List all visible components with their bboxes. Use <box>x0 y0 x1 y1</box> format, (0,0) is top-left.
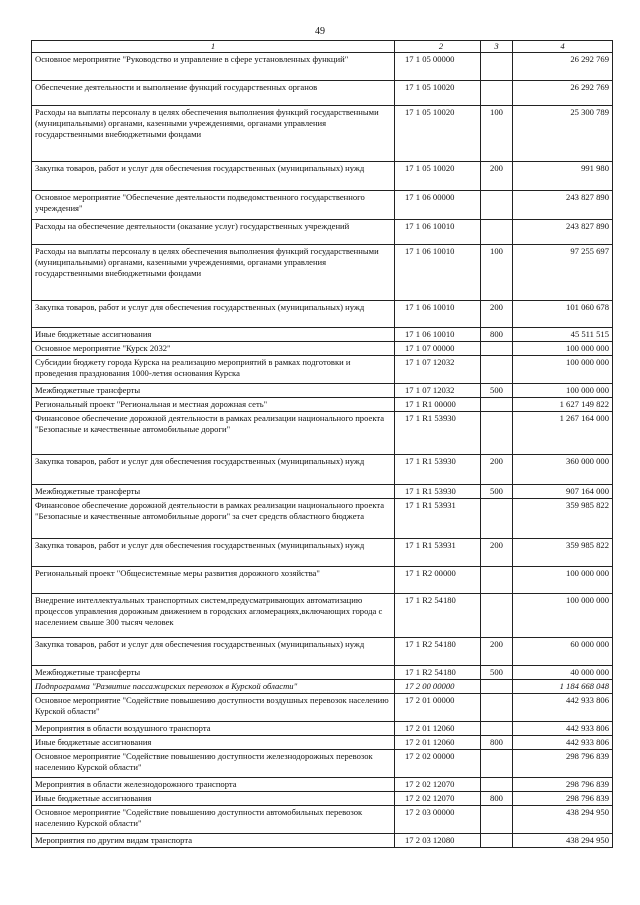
row-expense-type-cell <box>481 750 513 778</box>
row-expense-type-cell: 200 <box>481 638 513 666</box>
table-row <box>32 666 613 680</box>
table-row <box>32 398 613 412</box>
row-name-cell: Региональный проект "Общесистемные меры развития дорожного хозяйства" <box>32 567 395 594</box>
row-expense-type-cell <box>481 694 513 722</box>
row-name-cell: Внедрение интеллектуальных транспортных систем,предусматривающих автоматизацию процессов управления дорожным движением в городских агломерациях,включающих города с населением свыше 300 тысяч человек <box>32 594 395 638</box>
row-code-cell: 17 2 00 00000 <box>395 680 481 694</box>
table-row <box>32 499 613 539</box>
row-code-cell: 17 1 06 00000 <box>395 191 481 220</box>
table-row <box>32 53 613 81</box>
row-sum-cell: 40 000 000 <box>513 666 613 680</box>
table-row <box>32 750 613 778</box>
row-code-cell: 17 1 05 10020 <box>395 106 481 162</box>
row-name-cell: Региональный проект "Региональная и местная дорожная сеть" <box>32 398 395 412</box>
row-name-cell: Основное мероприятие "Содействие повышению доступности воздушных перевозок населению Курской области" <box>32 694 395 722</box>
row-name-cell: Закупка товаров, работ и услуг для обеспечения государственных (муниципальных) нужд <box>32 455 395 485</box>
row-expense-type-cell: 200 <box>481 162 513 191</box>
row-name-cell: Мероприятия в области железнодорожного транспорта <box>32 778 395 792</box>
row-sum-cell: 26 292 769 <box>513 81 613 106</box>
row-code-cell: 17 1 R1 53930 <box>395 485 481 499</box>
row-sum-cell: 243 827 890 <box>513 220 613 245</box>
row-expense-type-cell: 200 <box>481 301 513 328</box>
row-name-cell: Подпрограмма "Развитие пассажирских перевозок в Курской области" <box>32 680 395 694</box>
row-sum-cell: 991 980 <box>513 162 613 191</box>
row-code-cell: 17 1 07 12032 <box>395 384 481 398</box>
table-row <box>32 694 613 722</box>
row-expense-type-cell: 800 <box>481 736 513 750</box>
row-expense-type-cell <box>481 567 513 594</box>
row-name-cell: Расходы на выплаты персоналу в целях обеспечения выполнения функций государственными (муниципальными) органами, казенными учреждениями, органами управления государственными внебюджетными фондами <box>32 245 395 301</box>
row-sum-cell: 438 294 950 <box>513 834 613 848</box>
row-expense-type-cell <box>481 398 513 412</box>
row-expense-type-cell <box>481 412 513 455</box>
row-expense-type-cell <box>481 191 513 220</box>
row-code-cell: 17 1 R2 54180 <box>395 666 481 680</box>
row-code-cell: 17 2 02 12070 <box>395 778 481 792</box>
row-name-cell: Мероприятия по другим видам транспорта <box>32 834 395 848</box>
table-row <box>32 806 613 834</box>
row-sum-cell: 360 000 000 <box>513 455 613 485</box>
row-name-cell: Основное мероприятие "Содействие повышению доступности железнодорожных перевозок населению Курской области" <box>32 750 395 778</box>
row-expense-type-cell <box>481 81 513 106</box>
table-row <box>32 539 613 567</box>
row-sum-cell: 100 000 000 <box>513 567 613 594</box>
table-row <box>32 342 613 356</box>
row-expense-type-cell <box>481 220 513 245</box>
row-sum-cell: 100 000 000 <box>513 356 613 384</box>
row-name-cell: Основное мероприятие "Руководство и управление в сфере установленных функций" <box>32 53 395 81</box>
row-expense-type-cell <box>481 680 513 694</box>
row-name-cell: Межбюджетные трансферты <box>32 384 395 398</box>
row-expense-type-cell: 200 <box>481 539 513 567</box>
row-expense-type-cell <box>481 778 513 792</box>
table-row <box>32 301 613 328</box>
row-expense-type-cell <box>481 342 513 356</box>
row-code-cell: 17 1 07 00000 <box>395 342 481 356</box>
row-expense-type-cell: 500 <box>481 666 513 680</box>
header-col-4: 4 <box>513 41 613 53</box>
table-row <box>32 81 613 106</box>
table-row <box>32 778 613 792</box>
table-row <box>32 638 613 666</box>
row-name-cell: Закупка товаров, работ и услуг для обеспечения государственных (муниципальных) нужд <box>32 301 395 328</box>
row-sum-cell: 100 000 000 <box>513 384 613 398</box>
table-row <box>32 384 613 398</box>
table-row <box>32 328 613 342</box>
row-sum-cell: 97 255 697 <box>513 245 613 301</box>
row-code-cell: 17 1 06 10010 <box>395 301 481 328</box>
table-row <box>32 567 613 594</box>
row-expense-type-cell <box>481 356 513 384</box>
row-expense-type-cell <box>481 499 513 539</box>
row-code-cell: 17 1 R1 53931 <box>395 499 481 539</box>
row-code-cell: 17 2 02 12070 <box>395 792 481 806</box>
row-code-cell: 17 1 05 10020 <box>395 81 481 106</box>
row-sum-cell: 1 627 149 822 <box>513 398 613 412</box>
header-col-1: 1 <box>32 41 395 53</box>
row-expense-type-cell <box>481 834 513 848</box>
row-code-cell: 17 1 R2 00000 <box>395 567 481 594</box>
row-expense-type-cell: 200 <box>481 455 513 485</box>
table-row <box>32 485 613 499</box>
row-code-cell: 17 1 06 10010 <box>395 245 481 301</box>
row-name-cell: Расходы на обеспечение деятельности (оказание услуг) государственных учреждений <box>32 220 395 245</box>
row-code-cell: 17 2 01 12060 <box>395 722 481 736</box>
row-expense-type-cell <box>481 594 513 638</box>
row-code-cell: 17 2 01 12060 <box>395 736 481 750</box>
row-sum-cell: 26 292 769 <box>513 53 613 81</box>
row-expense-type-cell <box>481 53 513 81</box>
row-code-cell: 17 1 05 00000 <box>395 53 481 81</box>
row-code-cell: 17 1 R2 54180 <box>395 638 481 666</box>
table-row <box>32 594 613 638</box>
row-expense-type-cell <box>481 806 513 834</box>
header-col-3: 3 <box>481 41 513 53</box>
row-name-cell: Основное мероприятие "Содействие повышению доступности автомобильных перевозок населению Курской области" <box>32 806 395 834</box>
row-sum-cell: 60 000 000 <box>513 638 613 666</box>
row-sum-cell: 298 796 839 <box>513 750 613 778</box>
row-code-cell: 17 1 R1 00000 <box>395 398 481 412</box>
row-sum-cell: 101 060 678 <box>513 301 613 328</box>
row-code-cell: 17 2 01 00000 <box>395 694 481 722</box>
table-row <box>32 106 613 162</box>
row-sum-cell: 442 933 806 <box>513 694 613 722</box>
budget-table-body <box>32 41 613 848</box>
row-expense-type-cell: 800 <box>481 792 513 806</box>
row-name-cell: Мероприятия в области воздушного транспорта <box>32 722 395 736</box>
row-expense-type-cell: 500 <box>481 485 513 499</box>
row-sum-cell: 298 796 839 <box>513 778 613 792</box>
row-code-cell: 17 2 03 00000 <box>395 806 481 834</box>
page-number: 49 <box>315 26 325 37</box>
row-name-cell: Финансовое обеспечение дорожной деятельности в рамках реализации национального проекта "Безопасные и качественные автомобильные дороги" <box>32 412 395 455</box>
row-sum-cell: 298 796 839 <box>513 792 613 806</box>
header-col-2: 2 <box>395 41 481 53</box>
row-expense-type-cell: 500 <box>481 384 513 398</box>
row-name-cell: Межбюджетные трансферты <box>32 666 395 680</box>
table-row <box>32 220 613 245</box>
table-row <box>32 412 613 455</box>
row-code-cell: 17 1 R2 54180 <box>395 594 481 638</box>
row-name-cell: Закупка товаров, работ и услуг для обеспечения государственных (муниципальных) нужд <box>32 162 395 191</box>
row-name-cell: Иные бюджетные ассигнования <box>32 328 395 342</box>
table-row <box>32 792 613 806</box>
table-row <box>32 245 613 301</box>
table-row <box>32 191 613 220</box>
row-name-cell: Основное мероприятие "Курск 2032" <box>32 342 395 356</box>
row-sum-cell: 1 267 164 000 <box>513 412 613 455</box>
row-sum-cell: 1 184 668 048 <box>513 680 613 694</box>
table-row <box>32 722 613 736</box>
row-code-cell: 17 2 02 00000 <box>395 750 481 778</box>
row-sum-cell: 45 511 515 <box>513 328 613 342</box>
header-row <box>32 41 613 53</box>
budget-table <box>31 40 613 848</box>
row-code-cell: 17 1 R1 53931 <box>395 539 481 567</box>
table-row <box>32 834 613 848</box>
row-name-cell: Финансовое обеспечение дорожной деятельности в рамках реализации национального проекта "Безопасные и качественные автомобильные дороги" за счет средств областного бюджета <box>32 499 395 539</box>
row-expense-type-cell: 100 <box>481 245 513 301</box>
row-name-cell: Закупка товаров, работ и услуг для обеспечения государственных (муниципальных) нужд <box>32 638 395 666</box>
row-expense-type-cell <box>481 722 513 736</box>
row-expense-type-cell: 100 <box>481 106 513 162</box>
row-code-cell: 17 1 R1 53930 <box>395 412 481 455</box>
row-sum-cell: 438 294 950 <box>513 806 613 834</box>
row-sum-cell: 442 933 806 <box>513 722 613 736</box>
row-name-cell: Иные бюджетные ассигнования <box>32 736 395 750</box>
row-sum-cell: 359 985 822 <box>513 499 613 539</box>
table-row <box>32 162 613 191</box>
table-row <box>32 736 613 750</box>
row-sum-cell: 100 000 000 <box>513 342 613 356</box>
row-code-cell: 17 1 06 10010 <box>395 220 481 245</box>
row-expense-type-cell: 800 <box>481 328 513 342</box>
table-row <box>32 455 613 485</box>
row-sum-cell: 25 300 789 <box>513 106 613 162</box>
row-name-cell: Обеспечение деятельности и выполнение функций государственных органов <box>32 81 395 106</box>
row-sum-cell: 907 164 000 <box>513 485 613 499</box>
row-name-cell: Межбюджетные трансферты <box>32 485 395 499</box>
table-row <box>32 680 613 694</box>
row-code-cell: 17 1 R1 53930 <box>395 455 481 485</box>
row-name-cell: Основное мероприятие "Обеспечение деятельности подведомственного государственного учреждения" <box>32 191 395 220</box>
row-name-cell: Закупка товаров, работ и услуг для обеспечения государственных (муниципальных) нужд <box>32 539 395 567</box>
row-name-cell: Субсидии бюджету города Курска на реализацию мероприятий в рамках подготовки и проведения празднования 1000-летия основания Курска <box>32 356 395 384</box>
row-name-cell: Расходы на выплаты персоналу в целях обеспечения выполнения функций государственными (муниципальными) органами, казенными учреждениями, органами управления государственными внебюджетными фондами <box>32 106 395 162</box>
row-sum-cell: 359 985 822 <box>513 539 613 567</box>
row-name-cell: Иные бюджетные ассигнования <box>32 792 395 806</box>
row-code-cell: 17 2 03 12080 <box>395 834 481 848</box>
table-row <box>32 356 613 384</box>
row-sum-cell: 442 933 806 <box>513 736 613 750</box>
row-code-cell: 17 1 05 10020 <box>395 162 481 191</box>
row-code-cell: 17 1 07 12032 <box>395 356 481 384</box>
row-sum-cell: 243 827 890 <box>513 191 613 220</box>
row-code-cell: 17 1 06 10010 <box>395 328 481 342</box>
row-sum-cell: 100 000 000 <box>513 594 613 638</box>
